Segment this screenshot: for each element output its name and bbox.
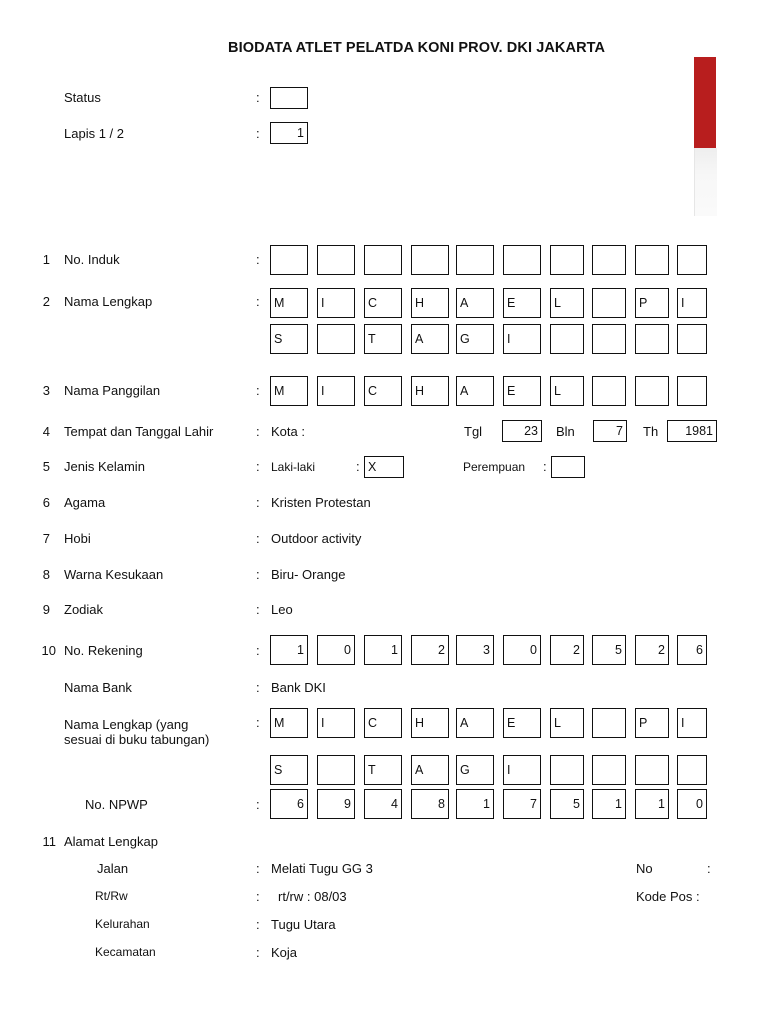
colon: : — [256, 294, 260, 309]
tgl-field[interactable]: 23 — [502, 420, 542, 442]
colon: : — [543, 459, 547, 474]
tgl-label: Tgl — [464, 424, 483, 439]
char-box[interactable]: I — [317, 708, 355, 738]
char-box[interactable]: S — [270, 755, 308, 785]
char-box[interactable] — [635, 324, 669, 354]
colon: : — [256, 495, 260, 510]
char-box[interactable]: 2 — [635, 635, 669, 665]
kodepos-label: Kode Pos : — [636, 889, 700, 904]
char-box[interactable]: 5 — [592, 635, 626, 665]
colon: : — [256, 602, 260, 617]
char-box[interactable]: I — [503, 324, 541, 354]
row-number: 1 — [42, 252, 50, 267]
no-colon: : — [707, 861, 711, 876]
row-number: 4 — [42, 424, 50, 439]
char-box[interactable] — [677, 376, 707, 406]
rtrw-value: rt/rw : 08/03 — [278, 889, 347, 904]
char-box[interactable]: M — [270, 708, 308, 738]
nama-panggilan-label: Nama Panggilan — [64, 383, 161, 398]
jalan-label: Jalan — [97, 861, 129, 876]
nama-tabungan-label-line1: Nama Lengkap (yang — [64, 717, 189, 732]
colon: : — [256, 126, 260, 141]
hobi-label: Hobi — [64, 531, 91, 546]
colon: : — [256, 531, 260, 546]
char-box[interactable]: 2 — [550, 635, 584, 665]
char-box[interactable]: E — [503, 376, 541, 406]
char-box[interactable] — [270, 245, 308, 275]
char-box[interactable] — [592, 288, 626, 318]
colon: : — [256, 680, 260, 695]
char-box[interactable]: P — [635, 708, 669, 738]
char-box[interactable] — [677, 245, 707, 275]
colon: : — [256, 917, 260, 932]
kelurahan-value: Tugu Utara — [271, 917, 336, 932]
char-box[interactable] — [592, 376, 626, 406]
colon: : — [356, 459, 360, 474]
char-box[interactable]: 3 — [456, 635, 494, 665]
char-box[interactable] — [503, 245, 541, 275]
agama-value: Kristen Protestan — [271, 495, 371, 510]
char-box[interactable]: G — [456, 324, 494, 354]
row-number: 8 — [42, 567, 50, 582]
char-box[interactable] — [635, 755, 669, 785]
char-box[interactable] — [550, 755, 584, 785]
char-box[interactable]: H — [411, 288, 449, 318]
char-box[interactable] — [550, 245, 584, 275]
char-box[interactable]: L — [550, 376, 584, 406]
char-box[interactable]: 0 — [503, 635, 541, 665]
colon: : — [256, 861, 260, 876]
char-box[interactable]: I — [677, 288, 707, 318]
lapis-field[interactable]: 1 — [270, 122, 308, 144]
row-number: 5 — [42, 459, 50, 474]
char-box[interactable]: A — [411, 324, 449, 354]
no-label: No — [636, 861, 653, 876]
colon: : — [256, 252, 260, 267]
char-box[interactable]: S — [270, 324, 308, 354]
char-box[interactable]: 4 — [364, 789, 402, 819]
char-box[interactable] — [364, 245, 402, 275]
char-box[interactable] — [456, 245, 494, 275]
colon: : — [256, 643, 260, 658]
char-box[interactable] — [411, 245, 449, 275]
char-box[interactable] — [592, 708, 626, 738]
nama-lengkap-label: Nama Lengkap — [64, 294, 153, 309]
flag-white-stripe — [694, 148, 717, 216]
alamat-label: Alamat Lengkap — [64, 834, 158, 849]
char-box[interactable]: 6 — [677, 635, 707, 665]
agama-label: Agama — [64, 495, 106, 510]
char-box[interactable]: C — [364, 708, 402, 738]
char-box[interactable]: I — [677, 708, 707, 738]
char-box[interactable] — [677, 324, 707, 354]
row-number: 6 — [42, 495, 50, 510]
char-box[interactable] — [677, 755, 707, 785]
kota-label: Kota : — [271, 424, 305, 439]
status-label: Status — [64, 90, 101, 105]
npwp-label: No. NPWP — [85, 797, 148, 812]
ttl-label: Tempat dan Tanggal Lahir — [64, 424, 214, 439]
warna-value: Biru- Orange — [271, 567, 346, 582]
laki-laki-checkbox[interactable]: X — [364, 456, 404, 478]
flag-red-stripe — [694, 57, 716, 156]
hobi-value: Outdoor activity — [271, 531, 362, 546]
char-box[interactable]: 9 — [317, 789, 355, 819]
char-box[interactable]: 8 — [411, 789, 449, 819]
char-box[interactable]: A — [456, 376, 494, 406]
char-box[interactable]: L — [550, 708, 584, 738]
colon: : — [256, 90, 260, 105]
char-box[interactable]: I — [503, 755, 541, 785]
colon: : — [256, 797, 260, 812]
char-box[interactable]: H — [411, 376, 449, 406]
colon: : — [256, 945, 260, 960]
colon: : — [256, 715, 260, 730]
char-box[interactable]: T — [364, 324, 402, 354]
warna-label: Warna Kesukaan — [64, 567, 164, 582]
no-induk-label: No. Induk — [64, 252, 120, 267]
char-box[interactable]: E — [503, 708, 541, 738]
char-box[interactable]: 6 — [270, 789, 308, 819]
lapis-label: Lapis 1 / 2 — [64, 126, 124, 141]
char-box[interactable]: E — [503, 288, 541, 318]
row-number: 2 — [42, 294, 50, 309]
zodiak-value: Leo — [271, 602, 293, 617]
char-box[interactable]: 0 — [317, 635, 355, 665]
char-box[interactable]: 1 — [270, 635, 308, 665]
row-number: 10 — [41, 643, 56, 658]
char-box[interactable] — [592, 324, 626, 354]
char-box[interactable] — [317, 324, 355, 354]
char-box[interactable]: M — [270, 376, 308, 406]
char-box[interactable]: 0 — [677, 789, 707, 819]
char-box[interactable]: 1 — [592, 789, 626, 819]
char-box[interactable]: I — [317, 376, 355, 406]
char-box[interactable] — [317, 755, 355, 785]
bln-label: Bln — [556, 424, 575, 439]
jenis-kelamin-label: Jenis Kelamin — [64, 459, 145, 474]
laki-laki-label: Laki-laki — [271, 460, 316, 474]
jalan-value: Melati Tugu GG 3 — [271, 861, 373, 876]
char-box[interactable] — [635, 376, 669, 406]
kecamatan-value: Koja — [271, 945, 298, 960]
th-label: Th — [643, 424, 659, 439]
nama-bank-value: Bank DKI — [271, 680, 326, 695]
rtrw-label: Rt/Rw — [95, 889, 128, 903]
char-box[interactable]: I — [317, 288, 355, 318]
colon: : — [256, 889, 260, 904]
char-box[interactable]: G — [456, 755, 494, 785]
kecamatan-label: Kecamatan — [95, 945, 156, 959]
char-box[interactable]: 2 — [411, 635, 449, 665]
char-box[interactable] — [635, 245, 669, 275]
char-box[interactable]: 1 — [635, 789, 669, 819]
row-number: 11 — [42, 834, 56, 849]
char-box[interactable] — [317, 245, 355, 275]
char-box[interactable] — [550, 324, 584, 354]
char-box[interactable]: A — [456, 708, 494, 738]
char-box[interactable]: C — [364, 288, 402, 318]
nama-bank-label: Nama Bank — [64, 680, 132, 695]
row-number: 9 — [42, 602, 50, 617]
char-box[interactable]: 7 — [503, 789, 541, 819]
char-box[interactable]: 1 — [364, 635, 402, 665]
char-box[interactable]: M — [270, 288, 308, 318]
bln-field[interactable]: 7 — [593, 420, 627, 442]
nama-tabungan-label-line2: sesuai di buku tabungan) — [64, 732, 210, 747]
th-field[interactable]: 1981 — [667, 420, 717, 442]
char-box[interactable]: P — [635, 288, 669, 318]
perempuan-label: Perempuan — [463, 460, 526, 474]
row-number: 7 — [42, 531, 50, 546]
char-box[interactable]: L — [550, 288, 584, 318]
colon: : — [256, 424, 260, 439]
char-box[interactable]: A — [456, 288, 494, 318]
char-box[interactable]: A — [411, 755, 449, 785]
rekening-label: No. Rekening — [64, 643, 143, 658]
char-box[interactable]: H — [411, 708, 449, 738]
colon: : — [256, 459, 260, 474]
char-box[interactable] — [592, 245, 626, 275]
char-box[interactable]: C — [364, 376, 402, 406]
char-box[interactable]: T — [364, 755, 402, 785]
zodiak-label: Zodiak — [64, 602, 104, 617]
page-title: BIODATA ATLET PELATDA KONI PROV. DKI JAKARTA — [228, 40, 606, 56]
row-number: 3 — [42, 383, 50, 398]
char-box[interactable]: 1 — [456, 789, 494, 819]
status-field[interactable] — [270, 87, 308, 109]
colon: : — [256, 567, 260, 582]
perempuan-checkbox[interactable] — [551, 456, 585, 478]
colon: : — [256, 383, 260, 398]
char-box[interactable]: 5 — [550, 789, 584, 819]
kelurahan-label: Kelurahan — [95, 917, 150, 931]
char-box[interactable] — [592, 755, 626, 785]
